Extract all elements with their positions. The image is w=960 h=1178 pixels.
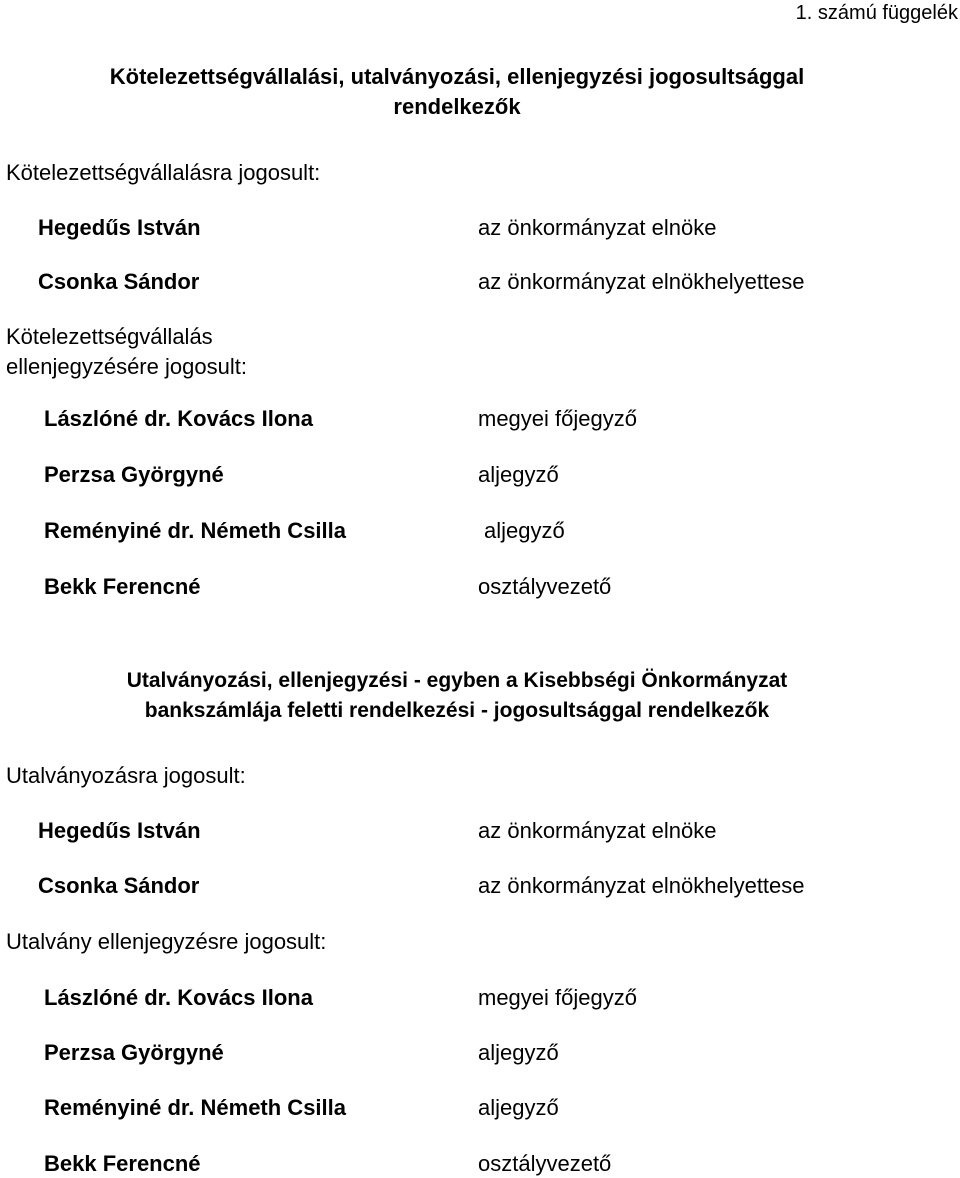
countersign-person-role: osztályvezető <box>478 574 612 599</box>
payment-person-name: Csonka Sándor <box>38 873 200 898</box>
section2-title-line1: Utalványozási, ellenjegyzési - egyben a Kisebbségi Önkormányzat <box>126 669 788 692</box>
section1-title-line1: Kötelezettségvállalási, utalványozási, ellenjegyzési jogosultsággal <box>109 64 805 89</box>
countersign-person-role: aljegyző <box>478 462 559 487</box>
countersign-person-role: megyei főjegyző <box>478 406 637 431</box>
payment-person-name: Hegedűs István <box>38 818 201 843</box>
countersign-person-name: Reményiné dr. Németh Csilla <box>44 518 346 543</box>
voucher-countersign-person-role: osztályvezető <box>478 1151 612 1176</box>
voucher-countersign-person-role: aljegyző <box>478 1095 559 1120</box>
voucher-countersign-person-name: Perzsa Györgyné <box>44 1040 224 1065</box>
payment-person-role: az önkormányzat elnöke <box>478 818 717 843</box>
section2-title-line2: bankszámlája feletti rendelkezési - jogosultsággal rendelkezők <box>144 699 770 722</box>
section1-title-line2: rendelkezők <box>393 94 521 119</box>
commitment-person-role: az önkormányzat elnökhelyettese <box>478 269 805 294</box>
countersign-person-name: Lászlóné dr. Kovács Ilona <box>44 406 313 431</box>
section1-title <box>0 62 914 122</box>
appendix-label: 1. számú függelék <box>795 2 958 24</box>
voucher-countersign-person-name: Lászlóné dr. Kovács Ilona <box>44 985 313 1010</box>
voucher-countersign-person-role: aljegyző <box>478 1040 559 1065</box>
countersign-person-role: aljegyző <box>484 518 565 543</box>
payment-person-role: az önkormányzat elnökhelyettese <box>478 873 805 898</box>
commitment-person-name: Csonka Sándor <box>38 269 200 294</box>
commitment-person-role: az önkormányzat elnöke <box>478 215 717 240</box>
commitment-heading: Kötelezettségvállalásra jogosult: <box>6 160 321 185</box>
commitment-person-name: Hegedűs István <box>38 215 201 240</box>
voucher-countersign-person-name: Reményiné dr. Németh Csilla <box>44 1095 346 1120</box>
section2-title <box>0 666 914 726</box>
payment-heading: Utalványozásra jogosult: <box>6 763 246 788</box>
voucher-countersign-person-role: megyei főjegyző <box>478 985 637 1010</box>
countersign-heading-line2: ellenjegyzésére jogosult: <box>6 354 247 379</box>
countersign-heading <box>6 322 247 382</box>
voucher-countersign-person-name: Bekk Ferencné <box>44 1151 201 1176</box>
voucher-countersign-heading: Utalvány ellenjegyzésre jogosult: <box>6 929 327 954</box>
countersign-heading-line1: Kötelezettségvállalás <box>6 324 213 349</box>
countersign-person-name: Perzsa Györgyné <box>44 462 224 487</box>
countersign-person-name: Bekk Ferencné <box>44 574 201 599</box>
